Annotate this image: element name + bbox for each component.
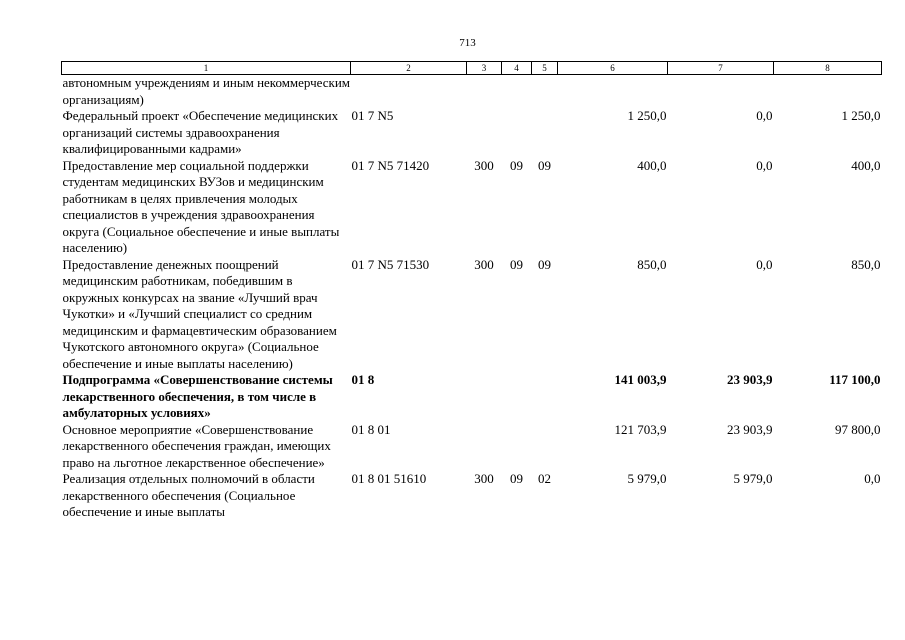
target-code: 01 8 — [351, 372, 375, 387]
column-number-8: 8 — [774, 62, 882, 75]
section: 09 — [510, 157, 523, 173]
amount-total: 121 703,9 — [614, 421, 667, 437]
column-number-row — [62, 62, 882, 75]
table-row — [62, 257, 882, 373]
item-name: автономным учреждениям и иным некоммерческим организациям) — [62, 75, 351, 107]
expense-type: 300 — [474, 157, 494, 173]
column-number-3: 3 — [467, 62, 502, 75]
column-number-1: 1 — [62, 62, 351, 75]
amount-regional: 400,0 — [851, 157, 881, 173]
amount-federal: 0,0 — [756, 157, 773, 173]
table-row — [62, 158, 882, 257]
target-code — [351, 75, 467, 109]
amount-total: 141 003,9 — [614, 372, 667, 387]
target-code: 01 8 01 — [351, 421, 391, 437]
item-name: Предоставление денежных поощрений медицинским работникам, победившим в окружных конкурсах на звание «Лучший врач Чукотки» и «Лучший специалист со средним медицинским и фармацевтическим образованием Чукотского автономного округа» (Социальное обеспечение и иные выплаты населению) — [62, 256, 337, 371]
column-number-4: 4 — [502, 62, 532, 75]
amount-regional: 117 100,0 — [829, 372, 881, 387]
amount-regional: 850,0 — [851, 256, 881, 272]
section — [502, 422, 532, 472]
item-name: Федеральный проект «Обеспечение медицинских организаций системы здравоохранения квалифицированными кадрами» — [62, 108, 339, 156]
amount-federal: 0,0 — [756, 108, 773, 123]
section: 09 — [510, 471, 523, 486]
column-number-6: 6 — [558, 62, 668, 75]
amount-federal: 0,0 — [756, 256, 773, 272]
item-name: Основное мероприятие «Совершенствование лекарственного обеспечения граждан, имеющих право на льготное лекарственное обеспечение» — [62, 421, 331, 470]
table-row — [62, 422, 882, 472]
amount-regional: 0,0 — [864, 471, 881, 486]
amount-federal: 5 979,0 — [733, 471, 773, 486]
expense-type — [467, 422, 502, 472]
subsection — [532, 108, 558, 158]
amount-total: 400,0 — [637, 157, 667, 173]
table-row — [62, 108, 882, 158]
item-name: Подпрограмма «Совершенствование системы лекарственного обеспечения, в том числе в амбулаторных условиях» — [62, 372, 333, 420]
table-row-subprogram — [62, 372, 882, 422]
amount-total — [558, 75, 668, 109]
table-row — [62, 471, 882, 521]
item-name: Предоставление мер социальной поддержки студентам медицинских ВУЗов и медицинским работникам в целях привлечения молодых специалистов в учреждения здравоохранения округа (Социальное обеспечение и иные выплаты населению) — [62, 157, 340, 255]
expense-type: 300 — [474, 471, 494, 486]
expense-type — [467, 372, 502, 422]
target-code: 01 7 N5 71420 — [351, 157, 430, 173]
column-number-7: 7 — [668, 62, 774, 75]
expense-type — [467, 108, 502, 158]
column-number-5: 5 — [532, 62, 558, 75]
column-number-2: 2 — [351, 62, 467, 75]
target-code: 01 7 N5 — [351, 108, 394, 123]
amount-regional: 1 250,0 — [841, 108, 881, 123]
subsection: 02 — [538, 471, 551, 486]
amount-federal: 23 903,9 — [727, 421, 773, 437]
section — [502, 75, 532, 109]
expense-type — [467, 75, 502, 109]
section — [502, 108, 532, 158]
subsection: 09 — [538, 157, 551, 173]
table-body — [62, 75, 882, 521]
item-name: Реализация отдельных полномочий в области лекарственного обеспечения (Социальное обеспечение и иные выплаты — [62, 471, 315, 519]
amount-regional: 97 800,0 — [835, 421, 881, 437]
target-code: 01 8 01 51610 — [351, 471, 427, 486]
amount-total: 1 250,0 — [627, 108, 667, 123]
subsection: 09 — [538, 256, 551, 272]
section: 09 — [510, 256, 523, 272]
expense-type: 300 — [474, 256, 494, 272]
target-code: 01 7 N5 71530 — [351, 256, 430, 272]
section — [502, 372, 532, 422]
page-number: 713 — [459, 37, 476, 49]
table-header — [62, 62, 882, 75]
amount-regional — [774, 75, 882, 109]
table-row — [62, 75, 882, 109]
budget-table — [61, 61, 882, 521]
subsection — [532, 372, 558, 422]
amount-federal — [668, 75, 774, 109]
subsection — [532, 422, 558, 472]
subsection — [532, 75, 558, 109]
amount-total: 850,0 — [637, 256, 667, 272]
amount-federal: 23 903,9 — [727, 372, 773, 387]
amount-total: 5 979,0 — [627, 471, 667, 486]
